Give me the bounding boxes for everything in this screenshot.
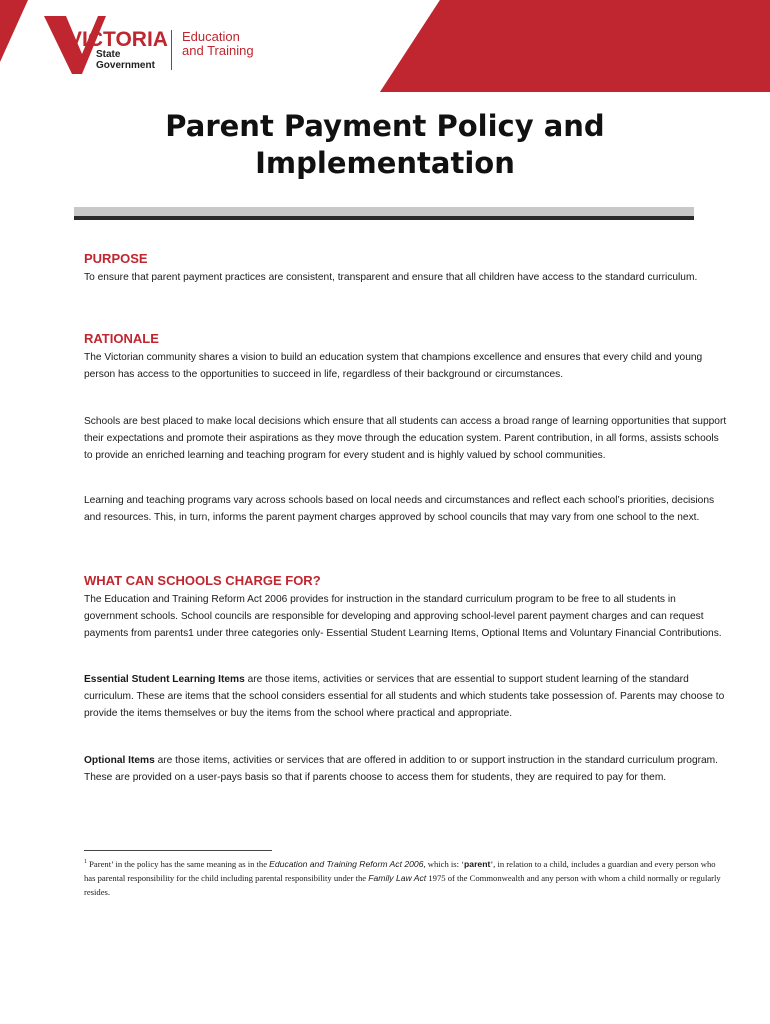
page-title <box>0 108 770 182</box>
footnote-parent-term: parent <box>464 858 491 869</box>
essential-items-text: are those items, activities or services that are essential to support student learning of the standard curriculum. These are items that the school considers essential for all students and which students take possession of. Parents may choose to provide the items themselves or buy the items from the school where practical and appropriate. <box>84 674 725 719</box>
rationale-heading: RATIONALE <box>84 331 159 346</box>
logo-divider <box>171 30 172 70</box>
optional-items-paragraph <box>84 752 729 786</box>
title-line-2: Implementation <box>255 146 515 180</box>
purpose-heading: PURPOSE <box>84 251 148 266</box>
charge-paragraph-1: The Education and Training Reform Act 2006 provides for instruction in the standard curriculum program to be free to all students in government schools. School councils are responsible for developing and approving school-level parent payment charges and can request payments from parents1 under three categories only- Essential Student Learning Items, Optional Items and Voluntary Financial Contributions. <box>84 594 722 639</box>
logo-education-training <box>182 30 254 58</box>
logo-state-text: State <box>96 49 121 60</box>
charge-heading: WHAT CAN SCHOOLS CHARGE FOR? <box>84 573 321 588</box>
footnote-part-2: , which is: ‘ <box>423 858 465 869</box>
footnote-marker: 1 <box>84 859 87 865</box>
essential-items-term: Essential Student Learning Items <box>84 674 245 685</box>
rationale-paragraph-1: The Victorian community shares a vision to build an education system that champions excellence and ensures that every child and young person has access to the opportunities to succeed in life, regardless of their background or circumstances. <box>84 352 703 380</box>
rationale-paragraph-3: Learning and teaching programs vary across schools based on local needs and circumstances and reflect each school’s priorities, decisions and resources. This, in turn, informs the parent payment charges approved by school councils that may vary from one school to the next. <box>84 495 715 523</box>
title-rule-grey <box>74 207 694 216</box>
footnote <box>84 855 724 899</box>
logo-training-text: and Training <box>182 43 254 58</box>
title-rule-dark <box>74 216 694 220</box>
essential-items-paragraph <box>84 671 729 722</box>
optional-items-text: are those items, activities or services that are offered in addition to or support instruction in the standard curriculum program. These are provided on a user-pays basis so that if parents choose to access them for students, they are required to pay for them. <box>84 755 718 783</box>
rationale-paragraph-2: Schools are best placed to make local decisions which ensure that all students can access a broad range of learning opportunities that support their expectations and promote their aspirations as they move through the education system. Parent contribution, in all forms, assists schools to provide an enriched learning and teaching program for every student and is highly valued by school communities. <box>84 416 727 461</box>
footnote-part-3: ’, in relation to a child, includes a guardian and every person who has parental responsibility for the child including parental responsibility under the <box>84 858 716 883</box>
logo-victoria: VICTORIA <box>68 28 168 51</box>
title-line-1: Parent Payment Policy and <box>165 109 605 143</box>
footnote-rule <box>84 850 272 851</box>
footnote-part-4: 1975 of the Commonwealth and any person with whom a child normally or regularly resides. <box>84 872 721 897</box>
purpose-text: To ensure that parent payment practices are consistent, transparent and ensure that all children have access to the standard curriculum. <box>84 272 698 283</box>
logo-state-government <box>96 49 155 71</box>
logo-government-text: Government <box>96 60 155 71</box>
optional-items-term: Optional Items <box>84 755 155 766</box>
footnote-act-1: Education and Training Reform Act 2006 <box>269 858 424 869</box>
footnote-part-1: Parent’ in the policy has the same meaning as in the <box>87 858 270 869</box>
footnote-act-2: Family Law Act <box>368 872 427 883</box>
logo-education-text: Education <box>182 29 240 44</box>
